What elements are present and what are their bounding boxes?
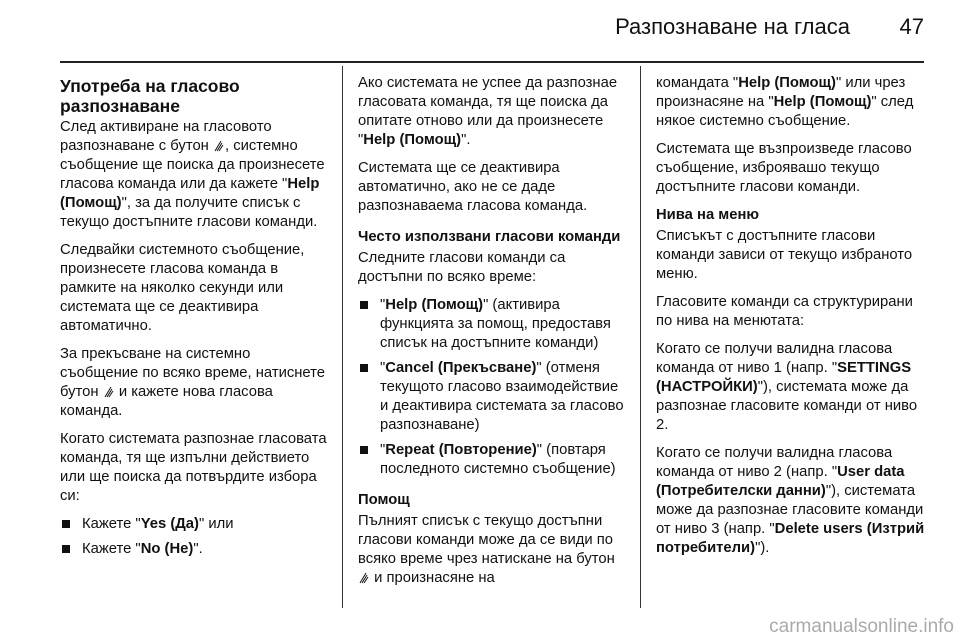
section-heading-common-commands: Често използвани гласови команди xyxy=(358,229,621,245)
voice-button-icon xyxy=(359,571,369,584)
paragraph: Когато се получи валидна гласова команда от ниво 1 (напр. "SETTINGS (НАСТРОЙКИ)"), системата може да разпознае гласовите команди от ниво 2. xyxy=(656,341,918,433)
paragraph: командата "Help (Помощ)" или чрез произнасяне на "Help (Помощ)" след някое системно съобщение. xyxy=(656,75,914,129)
watermark: carmanualsonline.info xyxy=(769,616,954,637)
paragraph: Пълният списък с текущо достъпни гласови команди може да се види по всяко време чрез натискане на бутон и произнасяне на xyxy=(358,513,615,586)
page-title: Разпознаване на гласа xyxy=(615,14,850,39)
bullet-icon xyxy=(360,301,368,309)
list-item: Кажете "No (Не)". xyxy=(60,540,332,559)
section-heading-help: Помощ xyxy=(358,492,410,508)
list-item: "Repeat (Повторение)" (повтаря последното системно съобщение) xyxy=(358,441,630,479)
column-divider xyxy=(342,66,343,608)
paragraph: Следните гласови команди са достъпни по всяко време: xyxy=(358,250,566,285)
bullet-icon xyxy=(62,545,70,553)
paragraph: Списъкът с достъпните гласови команди зависи от текущо избраното меню. xyxy=(656,228,913,282)
column-divider xyxy=(640,66,641,608)
paragraph: За прекъсване на системно съобщение по всяко време, натиснете бутон и кажете нова гласова команда. xyxy=(60,346,326,419)
column-1 xyxy=(60,74,332,565)
header-divider xyxy=(60,61,924,63)
paragraph: Следвайки системното съобщение, произнесете гласова команда в рамките на няколко секунди или системата ще се деактивира автоматично. xyxy=(60,242,305,334)
bullet-icon xyxy=(360,364,368,372)
page-header xyxy=(0,0,960,60)
section-heading-menu-levels: Нива на меню xyxy=(656,207,760,223)
list-item: "Help (Помощ)" (активира функцията за помощ, предоставя списък на достъпните команди) xyxy=(358,296,630,353)
voice-button-icon xyxy=(104,385,114,398)
list-item: "Cancel (Прекъсване)" (отменя текущото гласово взаимодействие и деактивира системата за гласово разпознаване) xyxy=(358,359,630,435)
paragraph: Когато системата разпознае гласовата команда, тя ще изпълни действието или ще поиска да потвърдите избора си: xyxy=(60,431,327,504)
paragraph: Когато се получи валидна гласова команда от ниво 2 (напр. "User data (Потребителски данни)"), системата може да разпознае гласовите команди от ниво 3 (напр. "Delete users (Изтрий потребители)"). xyxy=(656,445,925,556)
voice-button-icon xyxy=(214,139,224,152)
paragraph: Ако системата не успее да разпознае гласовата команда, тя ще поиска да опитате отново или да произнесете "Help (Помощ)". xyxy=(358,75,618,148)
bullet-icon xyxy=(360,446,368,454)
bullet-icon xyxy=(62,520,70,528)
paragraph: Системата ще възпроизведе гласово съобщение, изброявашо текущо достъпните гласови команди. xyxy=(656,141,912,195)
paragraph: След активиране на гласовото разпознаване с бутон , системно съобщение ще поиска да произнесете гласова команда или да кажете "Help (Помощ)", за да получите списък с текущо достъпните гласови команди. xyxy=(60,119,325,230)
page-number: 47 xyxy=(899,14,924,39)
list-item: Кажете "Yes (Да)" или xyxy=(60,515,332,534)
section-heading-voice-recognition-usage: Употреба на гласово разпознаване xyxy=(60,76,240,116)
column-3 xyxy=(656,74,926,567)
column-2 xyxy=(358,74,630,597)
paragraph: Системата ще се деактивира автоматично, ако не се даде разпознаваема гласова команда. xyxy=(358,160,588,214)
paragraph: Гласовите команди са структурирани по нива на менютата: xyxy=(656,294,913,329)
